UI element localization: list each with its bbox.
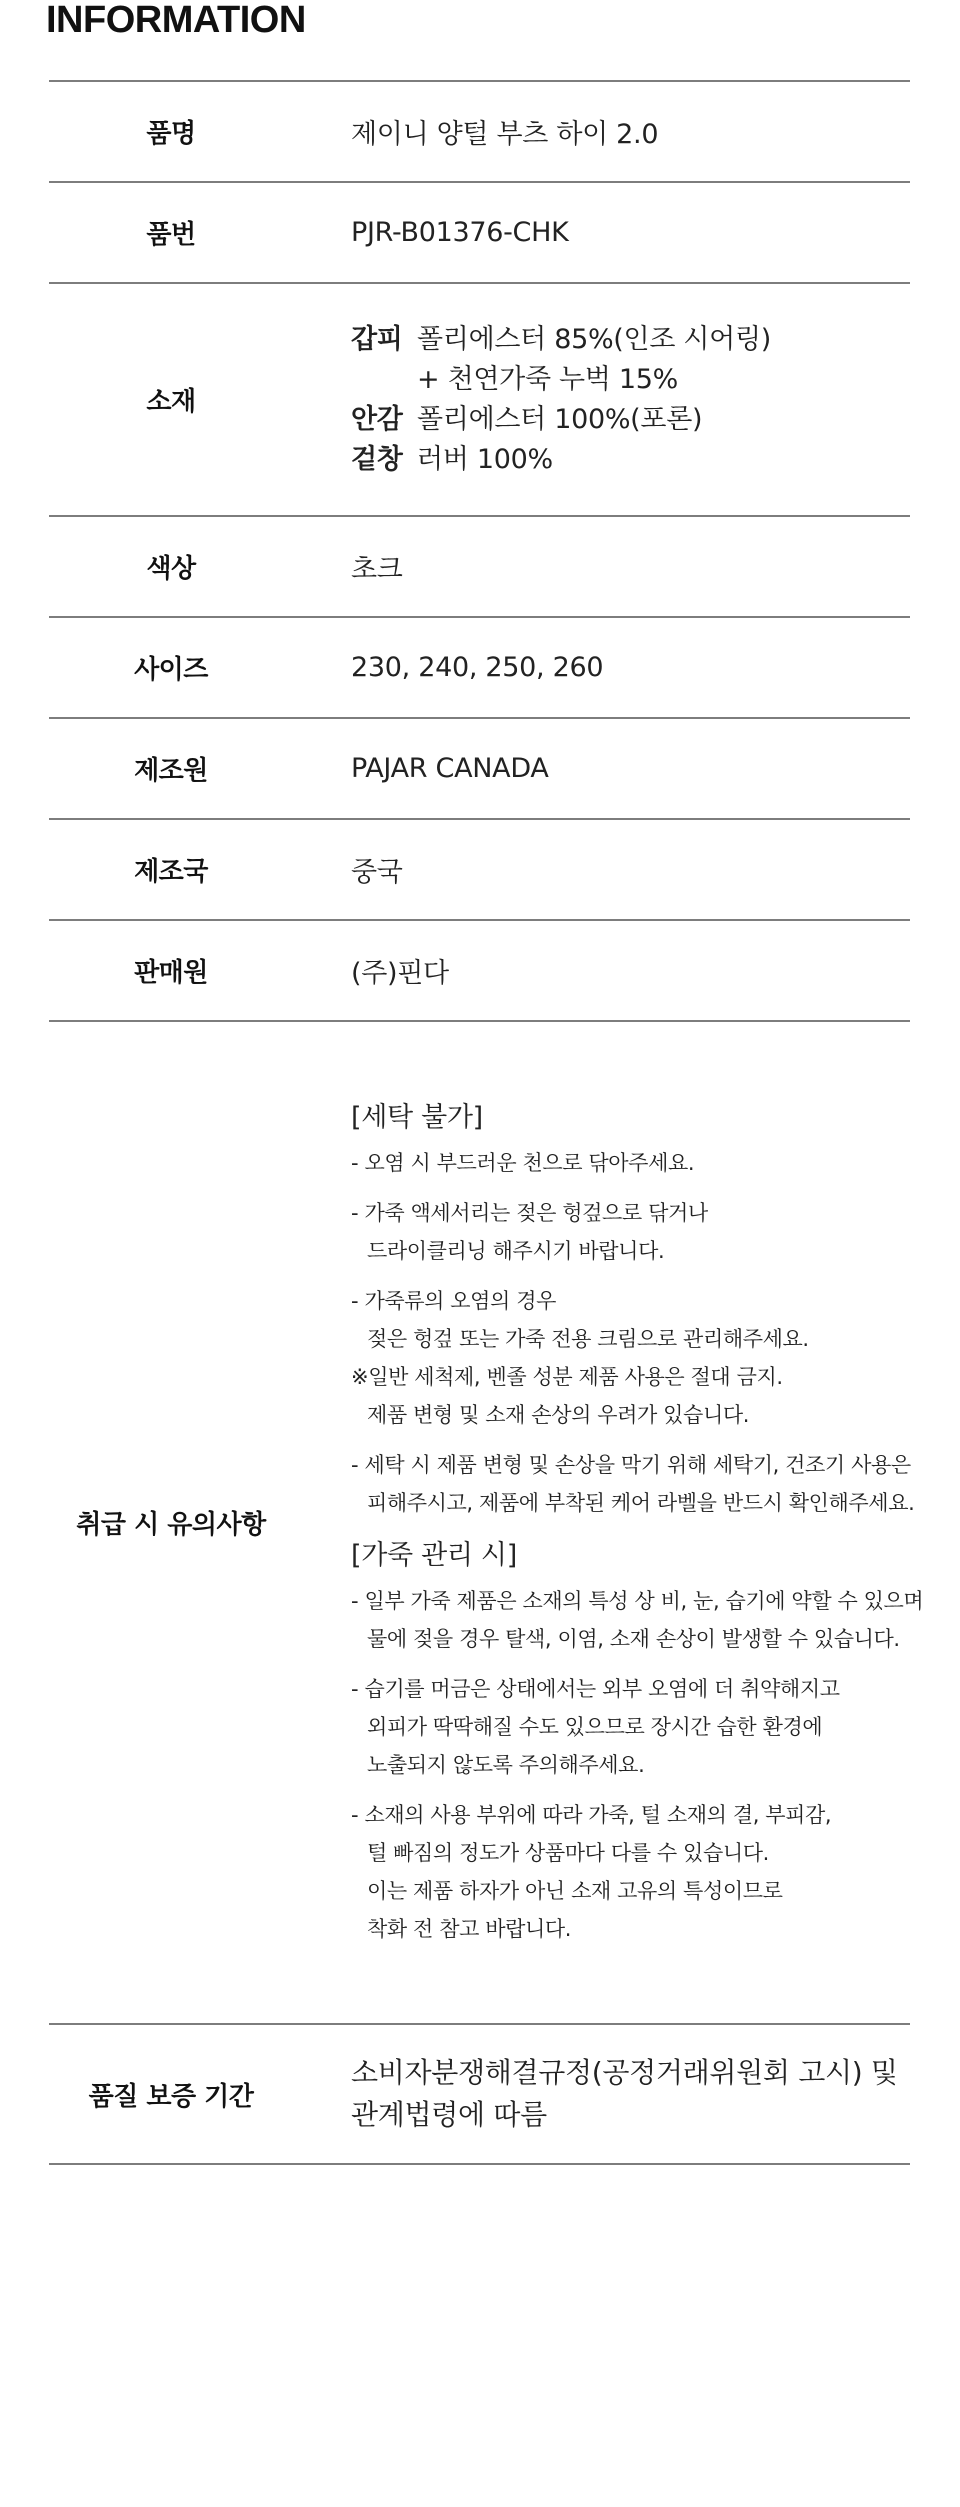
row-label: 품질 보증 기간 [88,2081,254,2112]
row-label: 품명 [146,119,196,149]
care-line: - 가죽 액세서리는 젖은 헝겊으로 닦거나 [351,1200,708,1225]
care-line: 이는 제품 하자가 아닌 소재 고유의 특성이므로 [367,1878,783,1903]
row-size [49,616,910,717]
care-item [351,1670,923,1784]
material-line [351,440,771,480]
row-label: 품번 [146,220,196,250]
care-item [351,1144,923,1182]
care-line: 노출되지 않도록 주의해주세요. [367,1752,645,1777]
care-item [351,1358,923,1434]
care-line: ※일반 세척제, 벤졸 성분 제품 사용은 절대 금지. [351,1364,783,1389]
care-line: 피해주시고, 제품에 부착된 케어 라벨을 반드시 확인해주세요. [367,1490,915,1515]
row-label: 제조국 [134,857,208,887]
row-value: 제이니 양털 부츠 하이 2.0 [351,119,659,150]
page-title: INFORMATION [46,0,306,41]
care-line: - 습기를 머금은 상태에서는 외부 오염에 더 취약해지고 [351,1676,840,1701]
care-line: 물에 젖을 경우 탈색, 이염, 소재 손상이 발생할 수 있습니다. [367,1626,900,1651]
material-text: + 천연가죽 누벅 15% [417,363,678,395]
care-line: - 일부 가죽 제품은 소재의 특성 상 비, 눈, 습기에 약할 수 있으며 [351,1588,924,1613]
material-key: 안감 [351,403,403,435]
row-label: 취급 시 유의사항 [76,1510,266,1540]
material-line [351,360,771,400]
care-line: - 세탁 시 제품 변형 및 손상을 막기 위해 세탁기, 건조기 사용은 [351,1452,911,1477]
care-line: 젖은 헝겊 또는 가죽 전용 크림으로 관리해주세요. [367,1326,809,1351]
row-manufacturer [49,717,910,818]
row-care-instructions [49,1020,924,2023]
care-item [351,1582,923,1658]
row-color [49,515,910,616]
row-value: (주)핀다 [351,958,449,989]
material-key: 갑피 [351,323,403,355]
care-item [351,1282,923,1358]
quality-text [293,2052,898,2136]
care-item [351,1446,923,1522]
quality-line: 관계법령에 따름 [351,2098,547,2131]
care-line: 착화 전 참고 바랍니다. [367,1916,572,1941]
care-section-title: [세탁 불가] [351,1101,483,1133]
care-line: 제품 변형 및 소재 손상의 우려가 있습니다. [367,1402,749,1427]
care-line: 털 빠짐의 정도가 상품마다 다를 수 있습니다. [367,1840,769,1865]
row-value: PAJAR CANADA [351,753,549,784]
material-key: 겉창 [351,443,403,475]
care-line: - 오염 시 부드러운 천으로 닦아주세요. [351,1150,695,1175]
care-section-title: [가죽 관리 시] [351,1539,517,1571]
material-text: 러버 100% [417,443,553,475]
care-line: - 가죽류의 오염의 경우 [351,1288,556,1313]
material-line [351,320,771,360]
product-info-table [49,80,924,2165]
row-label: 사이즈 [134,655,208,685]
row-label: 판매원 [134,958,208,988]
row-value: 초크 [351,554,403,585]
row-product-name [49,80,910,181]
care-line: 외피가 딱딱해질 수도 있으므로 장시간 습한 환경에 [367,1714,823,1739]
quality-line: 소비자분쟁해결규정(공정거래위원회 고시) 및 [351,2056,898,2089]
material-text: 폴리에스터 85%(인조 시어링) [417,323,771,355]
row-value: PJR-B01376-CHK [351,217,569,248]
row-origin [49,818,910,919]
material-list [293,320,771,480]
care-item [351,1796,923,1948]
care-item [351,1194,923,1270]
care-content [293,1098,923,1948]
row-label: 색상 [146,554,196,584]
care-line: 드라이클리닝 해주시기 바랍니다. [367,1238,665,1263]
row-product-number [49,181,910,282]
care-line: - 소재의 사용 부위에 따라 가죽, 털 소재의 결, 부피감, [351,1802,832,1827]
row-seller [49,919,910,1020]
row-quality-guarantee [49,2023,910,2165]
material-text: 폴리에스터 100%(포론) [417,403,703,435]
row-value: 중국 [351,857,403,888]
material-line [351,400,771,440]
row-material [49,282,910,515]
row-label: 제조원 [134,756,208,786]
row-label: 소재 [146,387,196,417]
row-value: 230, 240, 250, 260 [351,652,604,683]
